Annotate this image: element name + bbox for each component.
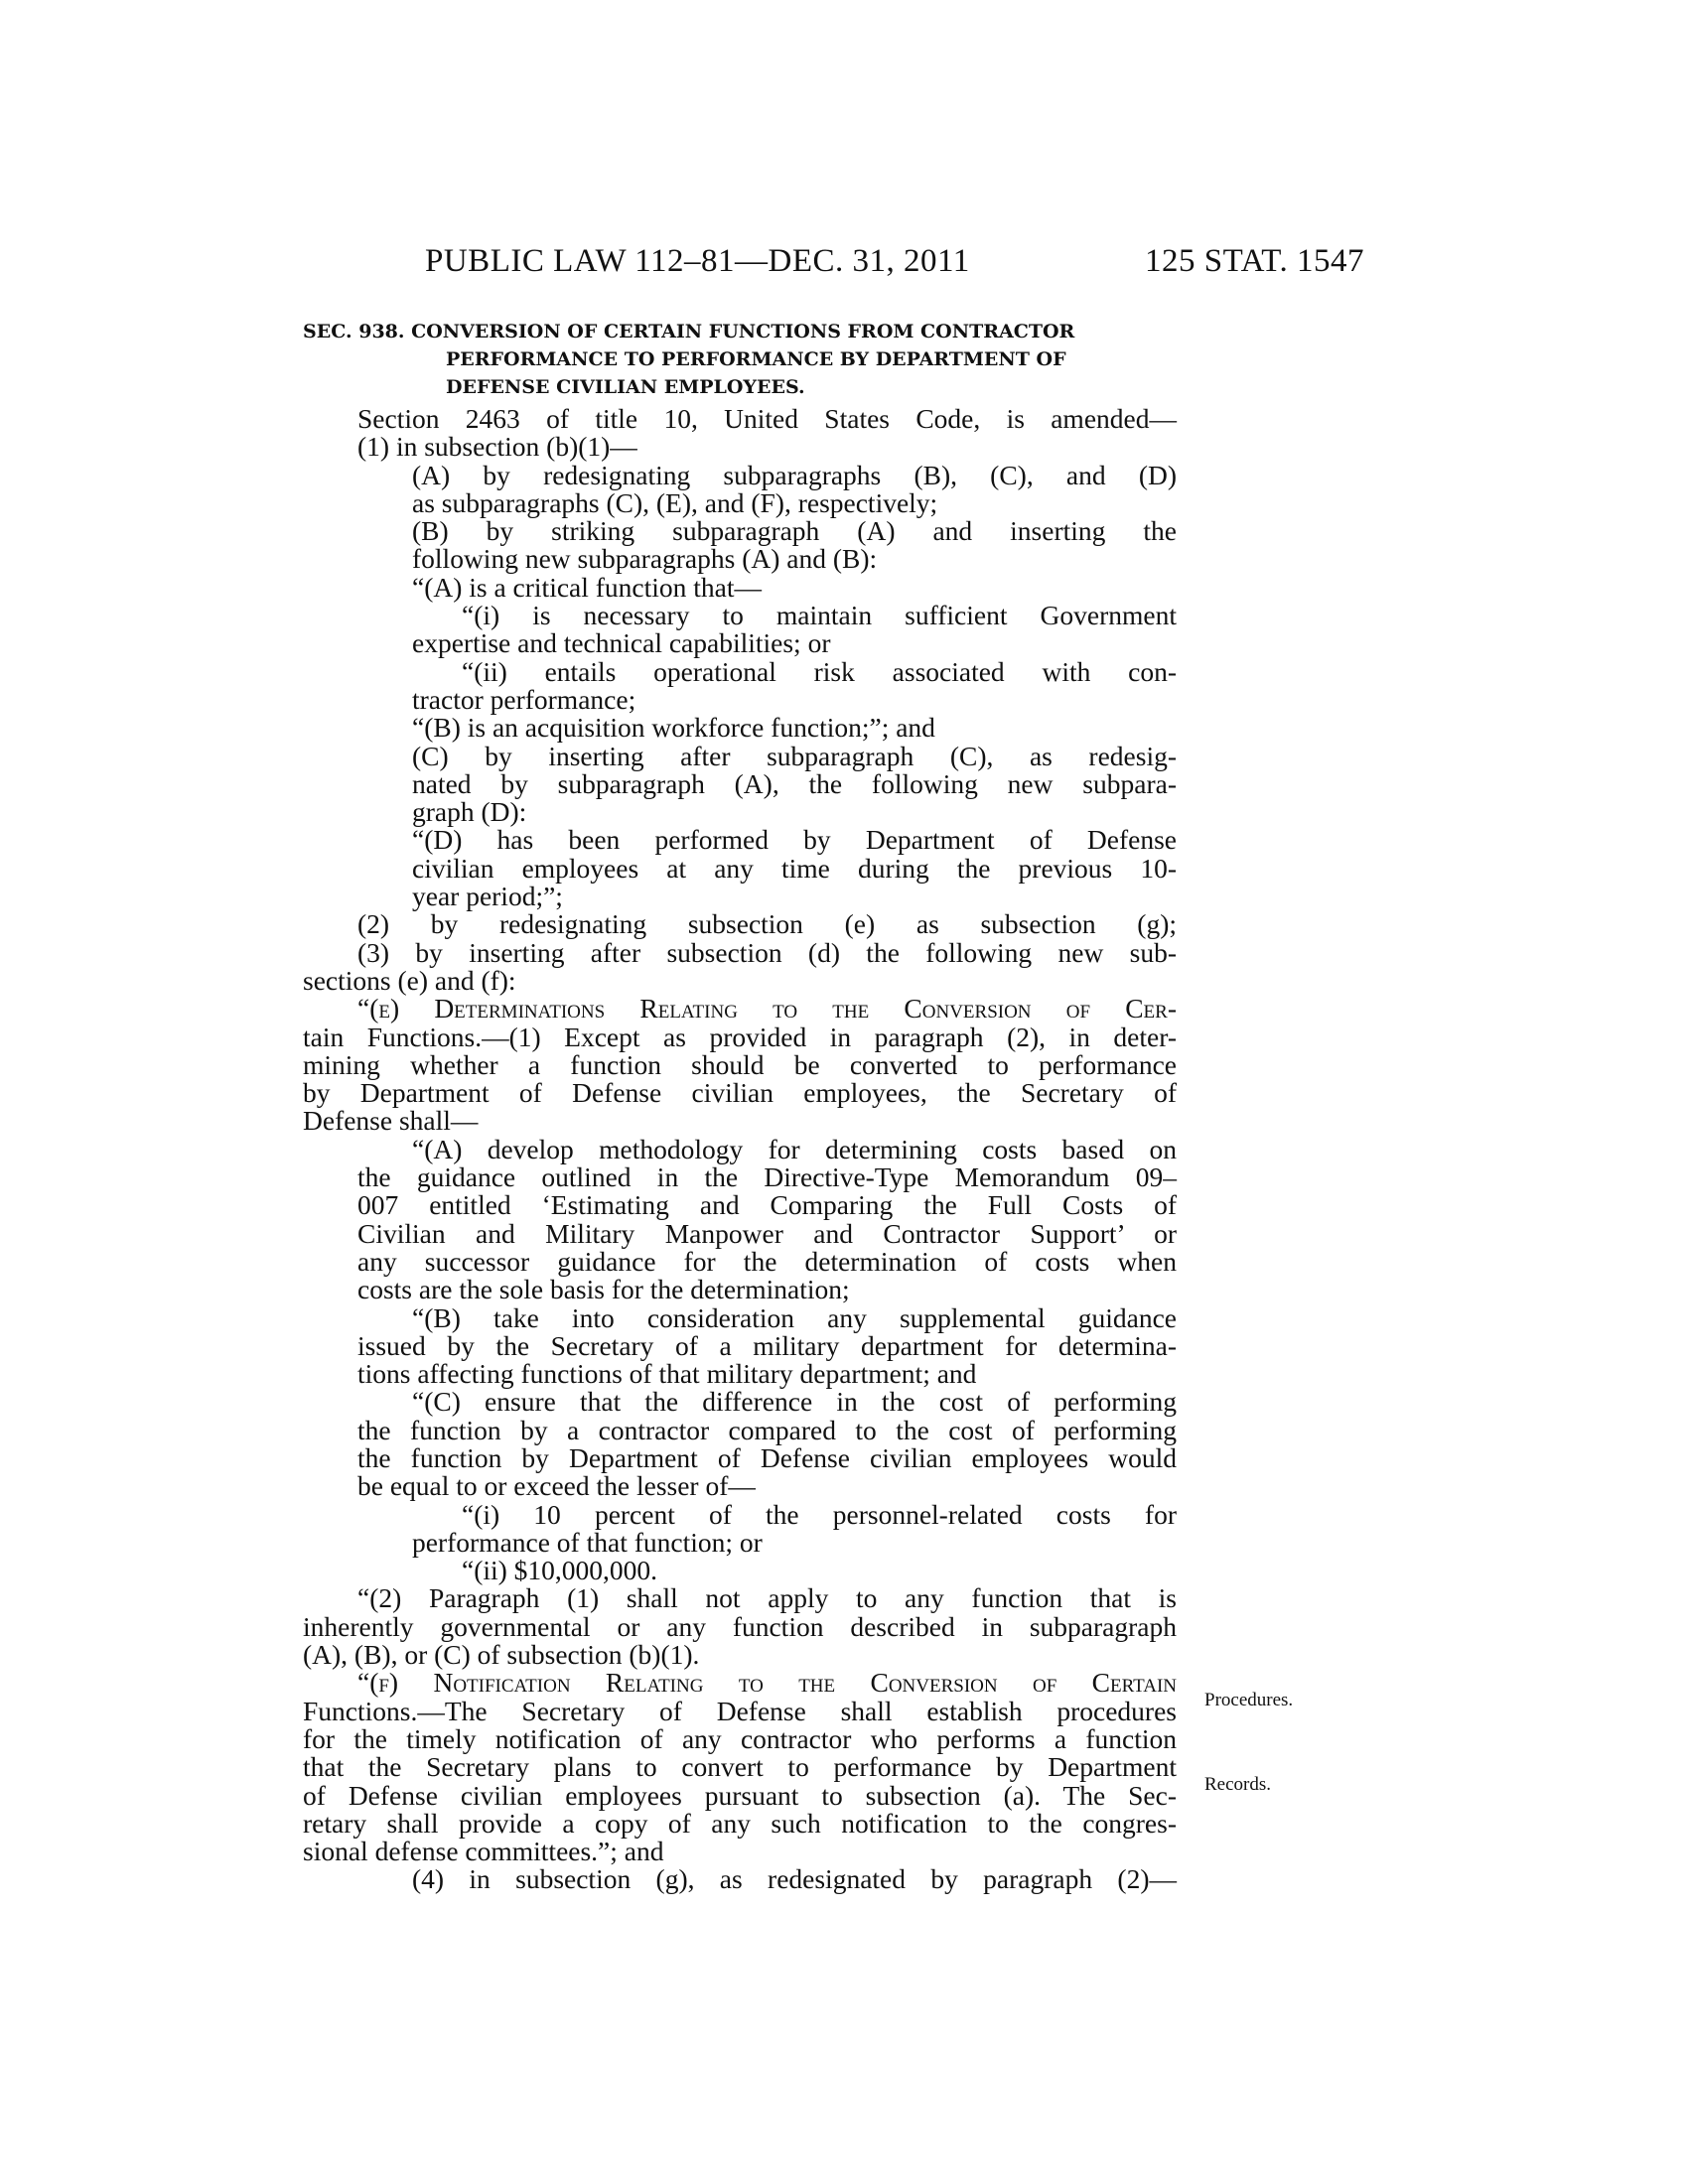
text-line: issued by the Secretary of a military department for determina-: [357, 1329, 1177, 1361]
text-line: “(i) 10 percent of the personnel-related costs for: [462, 1498, 1177, 1530]
text-line: (1) in subsection (b)(1)—: [357, 431, 637, 463]
text-line: Defense shall—: [303, 1105, 479, 1137]
text-line: inherently governmental or any function described in subparagraph: [303, 1610, 1177, 1642]
text-line: Civilian and Military Manpower and Contractor Support’ or: [357, 1217, 1177, 1249]
running-header-page: 125 STAT. 1547: [1145, 243, 1365, 279]
text-line: tions affecting functions of that military department; and: [357, 1358, 977, 1390]
text-line: costs are the sole basis for the determination;: [357, 1274, 850, 1305]
section-heading-line: SEC. 938. CONVERSION OF CERTAIN FUNCTIONS FROM CONTRACTOR: [303, 321, 1075, 342]
text-line: Functions.—The Secretary of Defense shall establish procedures: [303, 1695, 1177, 1726]
text-line: “(ii) $10,000,000.: [462, 1555, 658, 1586]
section-heading-line: PERFORMANCE TO PERFORMANCE BY DEPARTMENT OF: [446, 348, 1066, 370]
text-line: as subparagraphs (C), (E), and (F), respectively;: [412, 486, 938, 518]
text-line: (C) by inserting after subparagraph (C), as redesig-: [412, 740, 1177, 771]
text-line: (A) by redesignating subparagraphs (B), (C), and (D): [412, 459, 1177, 490]
text-line: “(e) Determinations Relating to the Conversion of Cer-: [357, 993, 1177, 1024]
text-line: (4) in subsection (g), as redesignated by paragraph (2)—: [412, 1863, 1177, 1895]
text-line: retary shall provide a copy of any such notification to the congres-: [303, 1807, 1177, 1839]
text-line: “(B) take into consideration any supplemental guidance: [412, 1301, 1177, 1333]
margin-note-procedures: Procedures.: [1204, 1690, 1294, 1710]
text-line: tractor performance;: [412, 683, 636, 715]
text-line: “(i) is necessary to maintain sufficient Government: [462, 600, 1177, 631]
text-line: “(ii) entails operational risk associated with con-: [462, 655, 1177, 687]
text-line: the function by Department of Defense civilian employees would: [357, 1441, 1177, 1473]
section-heading: [303, 318, 1177, 401]
text-line: mining whether a function should be converted to performance: [303, 1048, 1177, 1080]
text-line: (2) by redesignating subsection (e) as subsection (g);: [357, 908, 1177, 940]
text-line: “(2) Paragraph (1) shall not apply to any function that is: [357, 1582, 1177, 1614]
text-line: following new subparagraphs (A) and (B):: [412, 543, 878, 575]
text-line: be equal to or exceed the lesser of—: [357, 1470, 756, 1502]
text-line: that the Secretary plans to convert to performance by Department: [303, 1751, 1177, 1783]
text-line: (B) by striking subparagraph (A) and inserting the: [412, 515, 1177, 547]
text-line: “(D) has been performed by Department of Defense: [412, 824, 1177, 856]
margin-note-records: Records.: [1204, 1774, 1272, 1795]
text-line: by Department of Defense civilian employees, the Secretary of: [303, 1077, 1177, 1109]
text-line: the function by a contractor compared to the cost of performing: [357, 1414, 1177, 1445]
text-line: (A), (B), or (C) of subsection (b)(1).: [303, 1639, 700, 1671]
text-line: “(B) is an acquisition workforce function;”; and: [412, 712, 935, 744]
section-heading-line: DEFENSE CIVILIAN EMPLOYEES.: [446, 376, 805, 398]
text-line: graph (D):: [412, 796, 527, 828]
section-body: [303, 405, 1177, 1894]
text-line: for the timely notification of any contractor who performs a function: [303, 1722, 1177, 1754]
text-line: (3) by inserting after subsection (d) the following new sub-: [357, 936, 1177, 968]
text-line: “(A) develop methodology for determining costs based on: [412, 1133, 1177, 1164]
text-line: the guidance outlined in the Directive-Type Memorandum 09–: [357, 1161, 1177, 1193]
text-line: civilian employees at any time during the previous 10-: [412, 852, 1177, 884]
running-header-law: PUBLIC LAW 112–81—DEC. 31, 2011: [425, 243, 970, 279]
text-line: sections (e) and (f):: [303, 964, 516, 996]
text-line: tain Functions.—(1) Except as provided in paragraph (2), in deter-: [303, 1021, 1177, 1052]
text-line: nated by subparagraph (A), the following new subpara-: [412, 767, 1177, 799]
text-line: year period;”;: [412, 881, 563, 912]
text-line: “(f) Notification Relating to the Conversion of Certain: [357, 1667, 1177, 1699]
text-line: Section 2463 of title 10, United States Code, is amended—: [357, 403, 1177, 434]
text-line: expertise and technical capabilities; or: [412, 627, 831, 659]
text-line: of Defense civilian employees pursuant to subsection (a). The Sec-: [303, 1779, 1177, 1811]
text-line: performance of that function; or: [412, 1526, 763, 1558]
text-line: sional defense committees.”; and: [303, 1836, 664, 1867]
text-line: any successor guidance for the determination of costs when: [357, 1245, 1177, 1277]
text-line: “(C) ensure that the difference in the cost of performing: [412, 1386, 1177, 1418]
text-line: “(A) is a critical function that—: [412, 571, 763, 603]
text-line: 007 entitled ‘Estimating and Comparing the Full Costs of: [357, 1189, 1177, 1221]
